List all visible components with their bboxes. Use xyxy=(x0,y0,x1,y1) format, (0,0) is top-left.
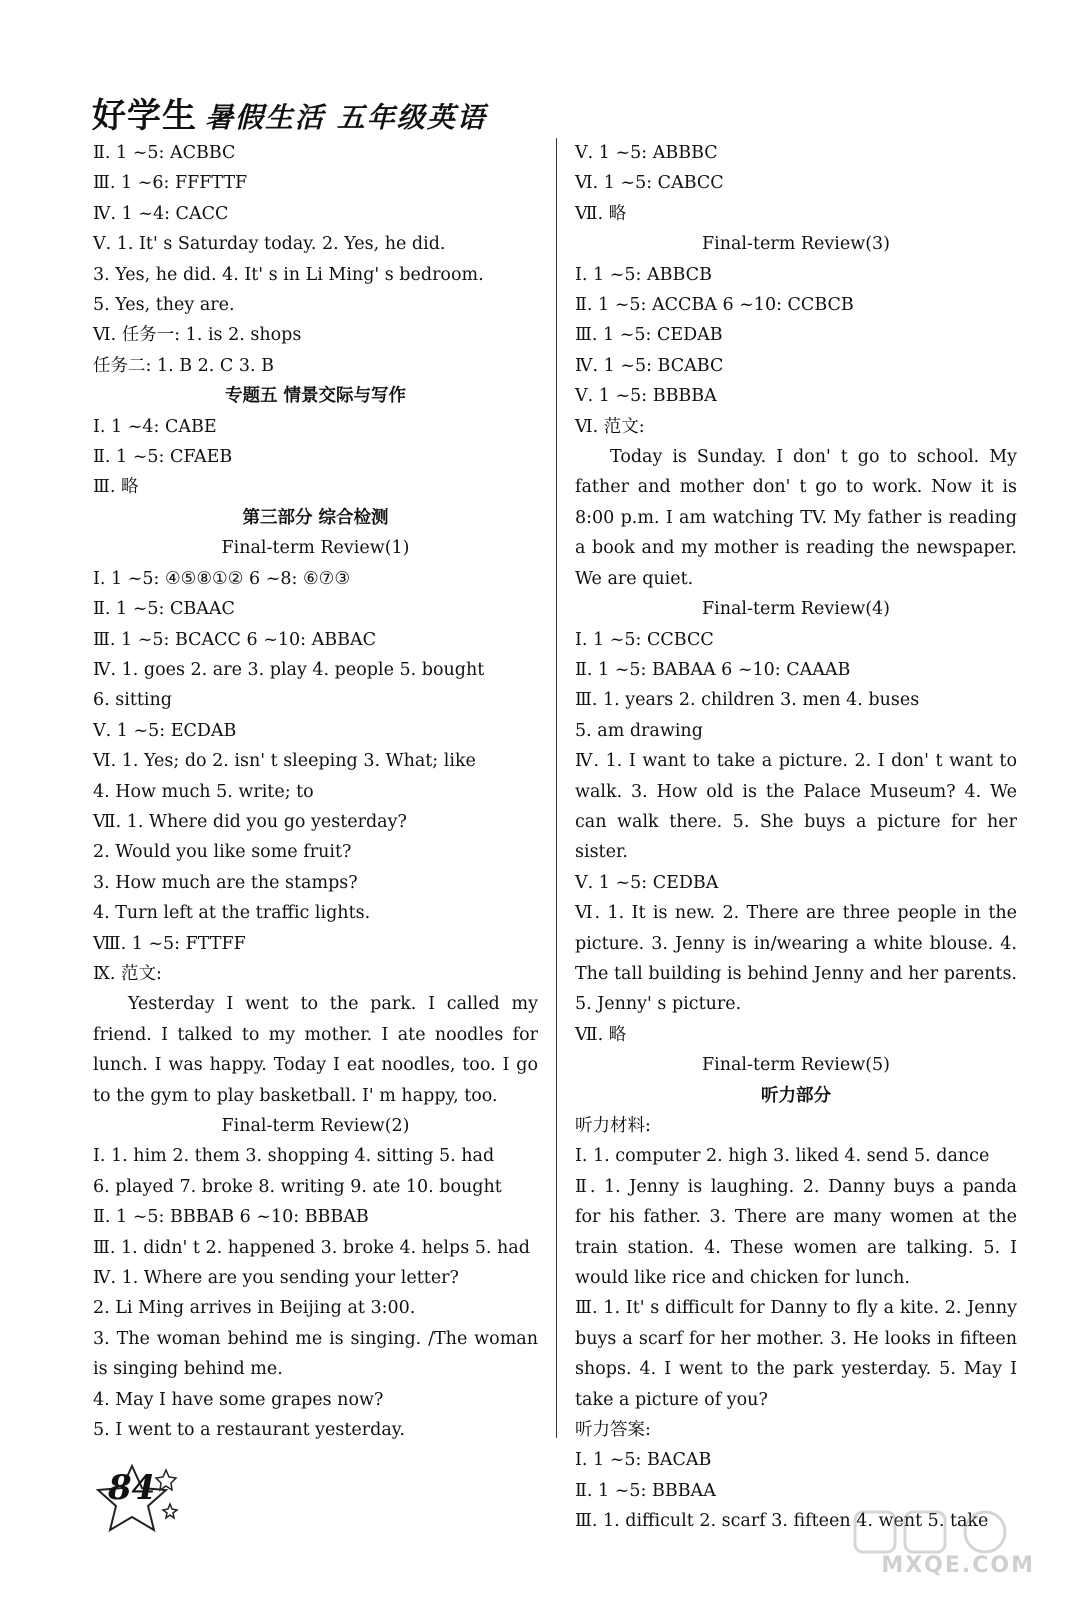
answer-line: Ⅲ. 1. difficult 2. scarf 3. fifteen 4. went 5. take xyxy=(575,1511,989,1532)
answer-line: Ⅵ. 1. Yes; do 2. isn' t sleeping 3. What; like xyxy=(93,751,476,772)
answer-line: Ⅲ. 1 ~5: CEDAB xyxy=(575,325,723,346)
page-number-badge xyxy=(96,1460,188,1536)
answer-line: 听力答案: xyxy=(575,1420,651,1441)
answer-line: 6. sitting xyxy=(93,690,172,711)
answer-line: Ⅱ. 1 ~5: ACCBA 6 ~10: CCBCB xyxy=(575,295,854,316)
column-divider xyxy=(556,138,557,1438)
answer-line: Ⅸ. 范文: xyxy=(93,963,162,984)
watermark xyxy=(845,1508,1035,1578)
answer-line: Ⅳ. 1 ~4: CACC xyxy=(93,203,229,224)
answer-line: 2. Li Ming arrives in Beijing at 3:00. xyxy=(93,1298,416,1319)
answer-line: Ⅴ. 1. It' s Saturday today. 2. Yes, he did. xyxy=(93,234,446,255)
answer-line: Ⅶ. 1. Where did you go yesterday? xyxy=(93,811,407,832)
section-heading: 听力部分 xyxy=(761,1085,831,1106)
answer-line: Ⅲ. 1. didn' t 2. happened 3. broke 4. helps 5. had xyxy=(93,1237,530,1258)
answer-line: 4. How much 5. write; to xyxy=(93,781,314,802)
answer-line: 3. Yes, he did. 4. It' s in Li Ming' s bedroom. xyxy=(93,264,484,285)
answer-line: Ⅰ. 1. him 2. them 3. shopping 4. sitting 5. had xyxy=(93,1146,495,1167)
answer-line: Ⅶ. 略 xyxy=(575,1024,627,1045)
answer-line: Ⅵ. 范文: xyxy=(575,416,645,437)
section-heading: 专题五 情景交际与写作 xyxy=(224,386,407,407)
answer-line: Ⅵ. 1. It is new. 2. There are three people in the picture. 3. Jenny is in/wearing a white blouse. 4. The tall building is behind Jenny and her parents. 5. Jenny' s picture. xyxy=(575,903,1017,1015)
answer-line: 2. Would you like some fruit? xyxy=(93,842,352,863)
answer-line: 3. How much are the stamps? xyxy=(93,872,358,893)
review-title: Final-term Review(1) xyxy=(221,538,410,559)
answer-line: Ⅱ. 1. Jenny is laughing. 2. Danny buys a panda for his father. 3. There are many women at the train station. 4. These women are talking. 5. I would like rice and chicken for lunch. xyxy=(575,1176,1017,1289)
answer-line: Ⅴ. 1 ~5: ABBBC xyxy=(575,143,718,163)
answer-line: Ⅱ. 1 ~5: CBAAC xyxy=(93,599,235,620)
answer-line: 5. I went to a restaurant yesterday. xyxy=(93,1420,405,1441)
answer-line: Ⅱ. 1 ~5: BBBAB 6 ~10: BBBAB xyxy=(93,1207,369,1228)
answer-line: Ⅳ. 1 ~5: BCABC xyxy=(575,355,724,376)
answer-line: Ⅰ. 1 ~4: CABE xyxy=(93,416,217,437)
review-title: Final-term Review(4) xyxy=(701,599,890,620)
answer-line: Ⅷ. 1 ~5: FTTFF xyxy=(93,933,246,954)
answer-line: 听力材料: xyxy=(575,1116,651,1136)
answer-line: Ⅱ. 1 ~5: BBBAA xyxy=(575,1480,716,1501)
watermark-text: MXQE.COM xyxy=(881,1553,1035,1578)
answer-line: Ⅰ. 1 ~5: CCBCC xyxy=(575,629,714,650)
answer-line: Ⅱ. 1 ~5: CFAEB xyxy=(93,447,233,468)
answer-line: Ⅴ. 1 ~5: ECDAB xyxy=(93,720,237,741)
answer-line: Ⅲ. 略 xyxy=(93,477,139,498)
answer-line: Ⅳ. 1. Where are you sending your letter? xyxy=(93,1268,459,1289)
answer-line: Ⅴ. 1 ~5: BBBBA xyxy=(575,386,717,407)
answer-line: 任务二: 1. B 2. C 3. B xyxy=(93,355,274,376)
answer-line: Ⅱ. 1 ~5: ACBBC xyxy=(93,143,236,163)
answer-line: Ⅱ. 1 ~5: BABAA 6 ~10: CAAAB xyxy=(575,659,851,680)
answer-line: Ⅰ. 1 ~5: ABBCB xyxy=(575,264,712,285)
answer-line: Ⅰ. 1 ~5: ④⑤⑧①② 6 ~8: ⑥⑦③ xyxy=(93,568,351,589)
page-number: 84 xyxy=(108,1468,156,1508)
answer-line: 3. The woman behind me is singing. /The woman is singing behind me. xyxy=(93,1328,538,1380)
answer-line: Ⅲ. 1 ~5: BCACC 6 ~10: ABBAC xyxy=(93,629,376,650)
answer-line: Ⅲ. 1 ~6: FFFTTF xyxy=(93,173,248,194)
section-heading: 第三部分 综合检测 xyxy=(242,507,389,528)
answer-line: 5. am drawing xyxy=(575,720,703,741)
page-header xyxy=(92,88,487,137)
answer-line: Ⅶ. 略 xyxy=(575,203,627,224)
review-title: Final-term Review(3) xyxy=(701,234,890,255)
right-column xyxy=(575,138,1017,1537)
answer-line: Ⅳ. 1. goes 2. are 3. play 4. people 5. bought xyxy=(93,659,485,680)
answer-line: 4. May I have some grapes now? xyxy=(93,1389,384,1410)
answer-line: 5. Yes, they are. xyxy=(93,295,235,316)
sample-essay: Yesterday I went to the park. I called my friend. I talked to my mother. I ate noodles for lunch. I was happy. Today I eat noodles, too. I go to the gym to play basketball. I' m happy, too. xyxy=(93,994,538,1106)
answer-line: Ⅲ. 1. It' s difficult for Danny to fly a kite. 2. Jenny buys a scarf for her mother. 3. He looks in fifteen shops. 4. I went to the park yesterday. 5. May I take a picture of you? xyxy=(575,1298,1017,1410)
answer-line: Ⅴ. 1 ~5: CEDBA xyxy=(575,872,719,893)
answer-line: Ⅵ. 1 ~5: CABCC xyxy=(575,173,724,194)
brand-title: 好学生 xyxy=(92,96,197,136)
answer-line: 6. played 7. broke 8. writing 9. ate 10. bought xyxy=(93,1176,502,1197)
book-subtitle: 暑假生活 五年级英语 xyxy=(205,101,487,134)
answer-line: 4. Turn left at the traffic lights. xyxy=(93,903,371,924)
answer-line: Ⅳ. 1. I want to take a picture. 2. I don' t want to walk. 3. How old is the Palace Museum? 4. We can walk there. 5. She buys a picture for her sister. xyxy=(575,751,1017,863)
review-title: Final-term Review(2) xyxy=(221,1116,410,1136)
answer-line: Ⅰ. 1 ~5: BACAB xyxy=(575,1450,712,1471)
answer-line: Ⅵ. 任务一: 1. is 2. shops xyxy=(93,325,302,346)
sample-essay: Today is Sunday. I don' t go to school. My father and mother don' t go to work. Now it is 8:00 p.m. I am watching TV. My father is reading a book and my mother is reading the newspaper. We are quiet. xyxy=(575,447,1017,589)
left-column xyxy=(93,138,538,1445)
watermark-logo-icon xyxy=(845,1508,1035,1558)
answer-line: Ⅰ. 1. computer 2. high 3. liked 4. send 5. dance xyxy=(575,1146,990,1167)
review-title: Final-term Review(5) xyxy=(701,1055,890,1076)
answer-line: Ⅲ. 1. years 2. children 3. men 4. buses xyxy=(575,690,920,711)
